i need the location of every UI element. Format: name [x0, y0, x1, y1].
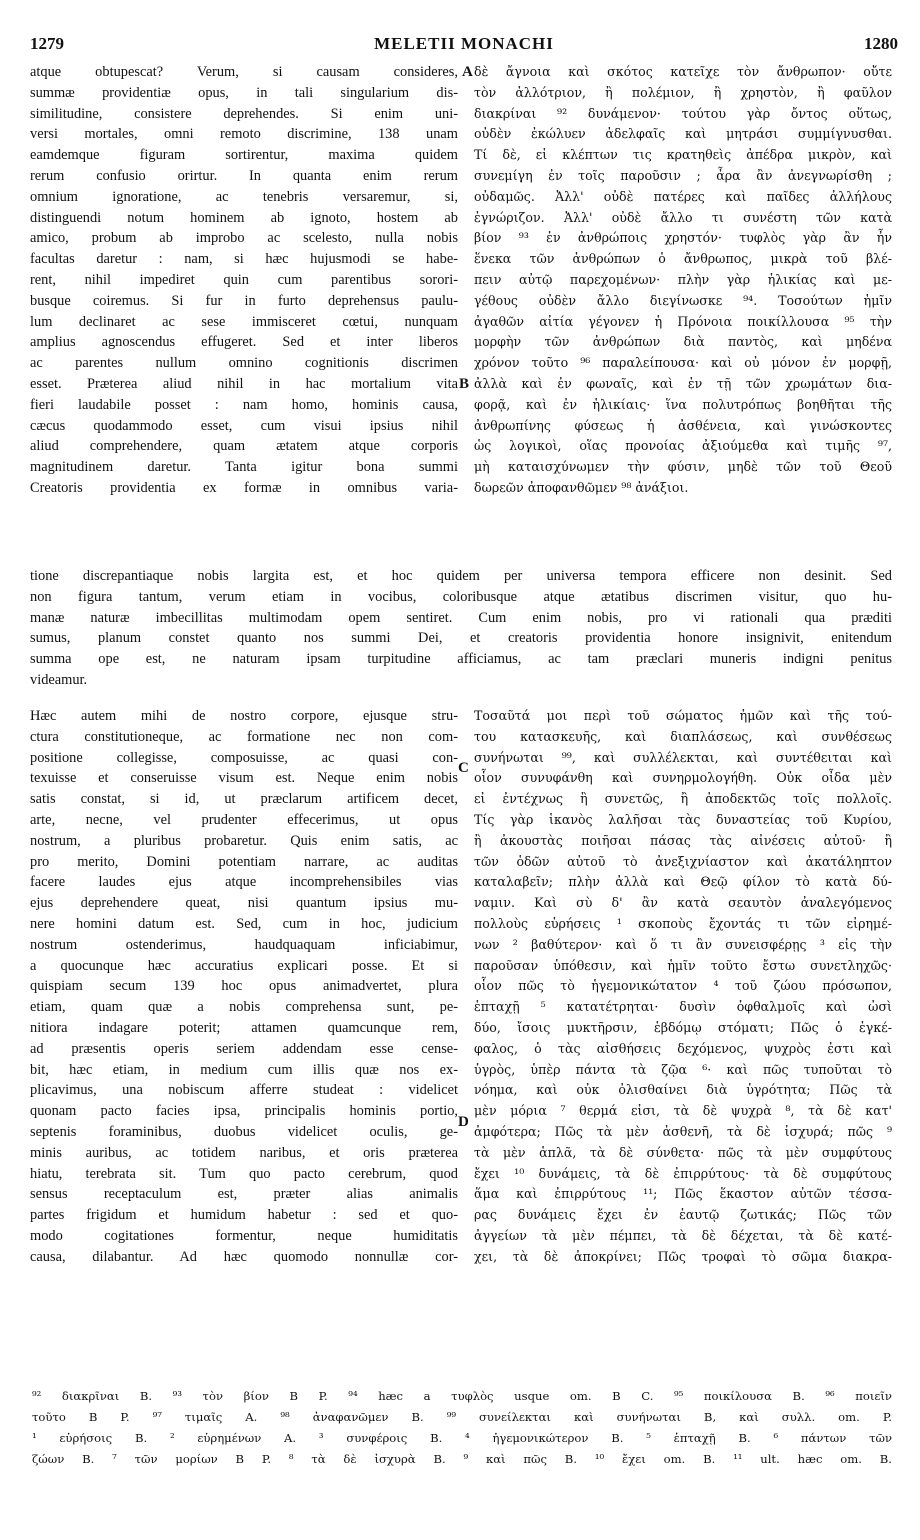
text-line: ἐγνώριζον. Ἀλλ' οὐδὲ ἄλλο τι συνέστη τῶν κατὰ: [474, 209, 892, 225]
footnote-line: ¹ εὑρήσοις B. ² εὑρημένων A. ³ συνφέροις B. ⁴ ἡγεμονικώτερον B. ⁵ ἑπταχῇ B. ⁶ πάντων τῶν: [32, 1431, 892, 1445]
text-line: atque obtupescat? Verum, si causam consideres,: [30, 64, 458, 80]
margin-letter-b: B: [459, 376, 470, 392]
text-line: τῶν ὁδῶν αὐτοῦ τὸ ἀνεξιχνίαστον καὶ ἀκατάληπτον: [474, 853, 892, 869]
text-line: nostrum, a pluribus probaretur. Quis enim satis, ac: [30, 832, 458, 849]
text-line: summa ope est, ne naturam ipsam turpitudine afficiamus, ac tam præclari muneris indigni penitus: [30, 651, 892, 668]
text-line: minis auribus, ac totidem naribus, et oris præterea: [30, 1144, 458, 1161]
text-line: μὲν μόρια ⁷ θερμά εἰσι, τὰ δὲ ψυχρὰ ⁸, τὰ δὲ κατ': [474, 1103, 892, 1119]
text-line: ἔχει ¹⁰ δυνάμεις, τὰ δὲ ἐπιρρύτους· τὰ δὲ συμφύτους: [474, 1165, 892, 1181]
text-line: γέθους οὐδὲν ἄλλο διεγίνωσκε ⁹⁴. Τοσούτων ἡμῖν: [474, 292, 892, 308]
text-line: positione collegisse, composuisse, ac quasi con-: [30, 749, 458, 766]
text-line: ἢ ἀκουστὰς ποιῆσαι πάσας τὰς αἰνέσεις αὐτοῦ· ἢ: [474, 832, 892, 848]
text-line: ἀγαθῶν αἰτία γέγονεν ἡ Πρόνοια ποικίλλουσα ⁹⁵ τὴν: [474, 313, 892, 329]
text-line: sensus receptaculum est, præter alias animalis: [30, 1186, 458, 1203]
text-line: a quocunque hæc accuratius explicari posse. Et si: [30, 957, 458, 974]
text-line: νόημα, καὶ οὐκ ὀλισθαίνει διὰ ὑγρότητα; Πῶς τὰ: [474, 1082, 892, 1098]
text-line: tione discrepantiaque nobis largita est, et hoc quidem per universa tempora efficere non desinit. Sed: [30, 568, 892, 584]
text-line: manæ naturæ imbecillitas multimodam opem sentiret. Cum enim nobis, pro vi rationali qua præditi: [30, 609, 892, 626]
text-line: sumus, planum constet quanto nos summi Dei, et creatoris providentia honore insignivit, enitendum: [30, 630, 892, 647]
text-line: amplius agnoscendus effugeret. Sed et inter liberos: [30, 334, 458, 351]
text-line: ὡς λογικοὶ, οἵας προνοίας ἀξιούμεθα καὶ τιμῆς ⁹⁷,: [474, 438, 892, 454]
text-line: ἅμα καὶ ἐπιρρύτους ¹¹; Πῶς ἕκαστον αὐτῶν τέσσα-: [474, 1186, 892, 1202]
text-line: ἀνθρωπίνης φύσεως ἡ ἀσθένεια, καὶ γινώσκοντες: [474, 417, 892, 433]
text-line: πολλοὺς εὑρήσεις ¹ σκοποὺς ἔχοντάς τι τῶν εἰρημέ-: [474, 915, 892, 931]
text-line: fieri laudabile posset : nam homo, hominis causa,: [30, 396, 458, 413]
text-line: magnitudinem daretur. Tanta igitur bona summi: [30, 459, 458, 476]
text-line: septenis foraminibus, duobus videlicet oculis, ge-: [30, 1123, 458, 1140]
text-line: quispiam secum 139 hoc opus animadvertet, plura: [30, 978, 458, 995]
text-line: versi mortales, omni remoto discrimine, 138 unam: [30, 126, 458, 143]
text-line: οἷον πῶς τὸ ἡγεμονικώτατον ⁴ τοῦ ζώου πρόσωπον,: [474, 978, 892, 994]
text-line: similitudine, consistere deprehendes. Si enim uni-: [30, 105, 458, 122]
text-line: cæcus quodammodo esset, cum visui ipsius nihil: [30, 417, 458, 434]
text-line: distinguendi notum hominem ab ignoto, hostem ab: [30, 209, 458, 226]
greek-column-1: [474, 62, 892, 499]
running-header: [30, 34, 898, 58]
latin-full-width-paragraph: [30, 566, 892, 691]
text-line: facultas daretur : nam, si hæc hujusmodi se habe-: [30, 251, 458, 268]
text-line: καταλαβεῖν; πλὴν ἀλλὰ καὶ Θεῷ φίλον τὸ κατὰ δύ-: [474, 874, 892, 890]
footnote-line: τοῦτο B P. ⁹⁷ τιμαῖς A. ⁹⁸ ἀναφανῶμεν B. ⁹⁹ συνείλεκται καὶ συνήνωται B, καὶ συλλ. om. P.: [32, 1410, 892, 1424]
text-line: συνήνωται ⁹⁹, καὶ συλλέλεκται, καὶ συντέθειται καὶ: [474, 749, 892, 765]
latin-column-2: [30, 706, 458, 1268]
text-line: οὐδὲν ἐκώλυεν ἀδελφαῖς καὶ μητράσι συμμίγνυσθαι.: [474, 126, 892, 142]
text-line: rent, nihil impediret quin cum parentibus sorori-: [30, 271, 458, 288]
text-line: bit, hæc etiam, in medium cum illis quæ nos ex-: [30, 1061, 458, 1078]
text-line: νων ² βαθύτερον· καὶ ὅ τι ἂν συνεισφέρῃς ³ εἰς τὴν: [474, 936, 892, 952]
text-line: χει, τὰ δὲ ἀποκρίνει; Πῶς τροφαὶ τὸ σῶμα διακρα-: [474, 1248, 892, 1264]
latin-column-1: [30, 62, 458, 499]
text-line: amico, probum ab improbo ac scelesto, nulla nobis: [30, 230, 458, 247]
text-line: Τί δὲ, εἰ κλέπτων τις κρατηθεὶς ἀπέδρα μικρὸν, καὶ: [474, 147, 892, 163]
text-line: lum declinaret ac sese immisceret cœtui, nunquam: [30, 313, 458, 330]
text-line: οἷον συνυφάνθη καὶ συνηρμολογήθη. Οὐκ οἶδα μὲν: [474, 770, 892, 786]
footnote-line: ⁹² διακρῖναι B. ⁹³ τὸν βίον B P. ⁹⁴ hæc a τυφλὸς usque om. B C. ⁹⁵ ποικίλουσα B. ⁹⁶ ποιεῖν: [32, 1389, 892, 1403]
text-line: μὴ καταισχύνωμεν τὴν φύσιν, μηδὲ τῶν τοῦ Θεοῦ: [474, 459, 892, 475]
text-line: βίον ⁹³ ἐν ἀνθρώποις χρηστόν· τυφλὸς γὰρ ἂν ἦν: [474, 230, 892, 246]
text-line: ὑγρὸς, ὑπὲρ πάντα τὰ ζῷα ⁶· καὶ πῶς τυποῦται τὸ: [474, 1061, 892, 1077]
text-line: οὐδαμῶς. Ἀλλ' οὐδὲ πατέρες καὶ παῖδες ἀλλήλους: [474, 188, 892, 204]
text-line: ἀμφότερα; Πῶς τὰ μὲν ἀσθενῆ, τὰ δὲ ἰσχυρά; πῶς ⁹: [474, 1123, 892, 1139]
text-line: παροῦσαν ὑπόθεσιν, καὶ ἡμῖν τοῦτο ἔστω συνετληχῶς·: [474, 957, 892, 973]
text-line: partes frigidum et humidum habetur : sed et quo-: [30, 1207, 458, 1224]
text-line: ejus deprehendere queat, nisi quantum ipsius mu-: [30, 895, 458, 912]
text-line: esset. Præterea aliud nihil in hac mortalium vita: [30, 375, 458, 392]
text-line: πειν αὐτῷ παρεχομένων· πλὴν γὰρ ἡλικίας καὶ με-: [474, 271, 892, 287]
page-number-left: 1279: [30, 34, 64, 53]
text-line: ναμιν. Καὶ σὺ δ' ἂν κατὰ σεαυτὸν ἀναλεγόμενος: [474, 895, 892, 911]
footnotes: [32, 1386, 892, 1470]
text-line: nitiora indagare poterit; attamen quamcunque rem,: [30, 1019, 458, 1036]
text-line: χρόνον τοῦτο ⁹⁶ παραλείπουσα· καὶ οὐ μόνον ἐν μορφῇ,: [474, 355, 892, 371]
footnote-line: ζώων B. ⁷ τῶν μορίων B P. ⁸ τὰ δὲ ἰσχυρὰ B. ⁹ καὶ πῶς B. ¹⁰ ἔχει om. B. ¹¹ ult. hæc om. B.: [32, 1452, 892, 1466]
text-line: συνεμίγη ἐν τοῖς παροῦσιν ; ἆρα ἂν ἀνεγνωρίσθη ;: [474, 167, 892, 183]
text-line: plicavimus, una nobiscum afferre studeat : videlicet: [30, 1082, 458, 1099]
text-line: facere laudes ejus atque incomprehensibiles vias: [30, 874, 458, 891]
text-line: arte, necne, vel prudenter effecerimus, ut opus: [30, 811, 458, 828]
text-line: δὲ ἄγνοια καὶ σκότος κατεῖχε τὸν ἄνθρωπον· οὔτε: [474, 64, 892, 79]
text-line: summæ providentiæ opus, in tali singularium dis-: [30, 84, 458, 101]
text-line: δύο, ἴσοις μυκτῆρσιν, ἑβδόμῳ στόματι; Πῶς ὁ ἐγκέ-: [474, 1019, 892, 1035]
text-line: nere homini datum est. Sed, cum in hoc, judicium: [30, 915, 458, 932]
text-line: etiam, quam quæ a nobis comprehensa sunt, pe-: [30, 999, 458, 1016]
text-line: Creatoris providentia ex formæ in omnibus varia-: [30, 479, 458, 496]
text-line: rerum confusio orirtur. In quanta enim rerum: [30, 167, 458, 184]
text-line: causa, dilabantur. Ad hæc quomodo nonnullæ cor-: [30, 1248, 458, 1265]
text-line: τὰ μὲν ἁπλᾶ, τὰ δὲ σύνθετα· πῶς τὰ μὲν συμφύτους: [474, 1144, 892, 1160]
text-line: texuisse et conseruisse visum est. Neque enim nobis: [30, 770, 458, 787]
text-line: τὸν ἀλλότριον, ἢ πολέμιον, ἢ χρηστὸν, ἢ φαῦλον: [474, 84, 892, 100]
text-line: εἰ ἐντέχνως ἢ συνετῶς, ἢ ἀποδεκτῶς τοῖς πολλοῖς.: [474, 791, 892, 807]
text-line: Τοσαῦτά μοι περὶ τοῦ σώματος ἡμῶν καὶ τῆς τού-: [474, 708, 892, 723]
text-line: busque coiremus. Si fur in furto deprehensus paulu-: [30, 292, 458, 309]
text-line: non figura tantum, verum etiam in vocibus, coloribusque atque ætatibus discrimen visitur, quo hu-: [30, 588, 892, 605]
text-line: δωρεῶν ἀποφανθῶμεν ⁹⁸ ἀνάξιοι.: [474, 479, 689, 495]
margin-letter-a: A: [462, 64, 473, 80]
text-line: Τίς γὰρ ἱκανὸς λαλῆσαι τὰς δυναστείας τοῦ Κυρίου,: [474, 811, 892, 827]
text-line: eamdemque figuram sortirentur, maxima quidem: [30, 147, 458, 164]
text-line: nostrum ostenderimus, haudquaquam inficiabimur,: [30, 936, 458, 953]
text-line: ἕνεκα τῶν ἀνθρώπων ὁ ἄνθρωπος, μικρὰ τοῦ βλέ-: [474, 251, 892, 267]
text-line: ρας δυνάμεις ἔχει ἐν ἑαυτῷ ζωτικάς; Πῶς τῶν: [474, 1207, 892, 1223]
text-line: ad præsentis operis seriem addendam esse cense-: [30, 1040, 458, 1057]
text-line: ἀγγείων τὰ μὲν πέμπει, τὰ δὲ δέχεται, τὰ δὲ κατέ-: [474, 1227, 892, 1243]
margin-letter-d: D: [458, 1114, 469, 1130]
text-line: ἑπταχῇ ⁵ κατατέτρηται· δυσὶν ὀφθαλμοῖς καὶ ὠσὶ: [474, 999, 892, 1015]
text-line: pro merito, Domini potentiam narrare, ac auditas: [30, 853, 458, 870]
text-line: hiatu, terebrata sit. Tum quo pacto cerebrum, quod: [30, 1165, 458, 1182]
page-number-right: 1280: [864, 34, 898, 53]
text-line: aliud comprehendere, quam ætatem atque corporis: [30, 438, 458, 455]
text-line: quonam pacto facies ipsa, principalis hominis portio,: [30, 1103, 458, 1120]
text-line: ac parentes nullum omnino cognitionis discrimen: [30, 355, 458, 372]
text-line: videamur.: [30, 671, 88, 688]
text-line: satis constat, si id, ut præclarum artificem decet,: [30, 791, 458, 808]
text-line: ἀλλὰ καὶ ἐν φωναῖς, καὶ ἐν τῇ τῶν χρωμάτων δια-: [474, 375, 892, 391]
text-line: φαλος, ὁ τὰς αἰσθήσεις δεχόμενος, ψυχρὸς ἐστι καὶ: [474, 1040, 892, 1056]
text-line: διακρίναι ⁹² δυνάμενον· τούτου γὰρ ὄντος οὕτως,: [474, 105, 892, 121]
text-line: Hæc autem mihi de nostro corpore, ejusque stru-: [30, 708, 458, 724]
running-title: MELETII MONACHI: [374, 34, 554, 53]
text-line: του κατασκευῆς, καὶ διαπλάσεως, καὶ συνθέσεως: [474, 728, 892, 744]
text-line: modo cogitationes formentur, neque humiditatis: [30, 1227, 458, 1244]
text-line: μορφὴν τῶν ἀνθρώπων διὰ παντὸς, καὶ μηδένα: [474, 334, 892, 350]
greek-column-2: [474, 706, 892, 1268]
text-line: ctura constitutioneque, ac formatione nec non com-: [30, 728, 458, 745]
text-line: φορᾷ, καὶ ἐν ἡλικίαις· ἵνα πολυτρόπως βοηθῆται τῆς: [474, 396, 892, 412]
text-line: omnium ignoratione, ac tenebris versaremur, si,: [30, 188, 458, 205]
margin-letter-c: C: [458, 760, 469, 776]
